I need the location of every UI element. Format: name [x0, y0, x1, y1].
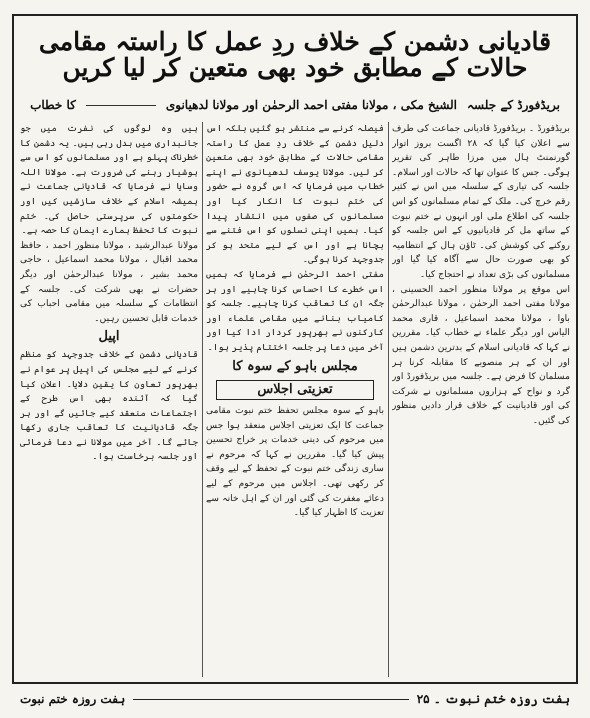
page-footer	[12, 688, 578, 710]
paragraph: اس موقع پر مولانا منظور احمد الحسینی ، مولانا مفتی احمد الرحمٰن ، مولانا عبدالرحمٰن باوا ، مولانا محمد اسماعیل ، قاری محمد الیاس اور دیگر علماء نے خطاب کیا۔ مقررین نے کہا کہ قادیانی اسلام کے بدترین دشمن ہیں اور ان کے ہر منصوبے کا مقابلہ کرنا ہر مسلمان کا فرض ہے۔ جلسہ میں بریڈفورڈ اور گرد و نواح کے ہزاروں مسلمانوں نے شرکت کی اور قادیانیت کے خلاف قرار دادیں منظور کی گئیں۔	[392, 283, 570, 426]
subheading: اپیل	[98, 329, 120, 345]
paragraph: قادیانی دشمن کے خلاف جدوجہد کو منظم کرنے کے لیے مجلس کی اپیل پر عوام نے بھرپور تعاون کا یقین دلایا۔ اعلان کیا گیا کہ آئندہ بھی اس طرح کے اجتماعات منعقد کیے جائیں گے اور ہر جگہ قادیانیت کا تعاقب جاری رکھا جائے گا۔ آخر میں مولانا نے دعا فرمائی اور جلسہ برخاست ہوا۔	[20, 349, 198, 463]
column-right	[392, 122, 570, 677]
byline	[28, 92, 562, 118]
footer-right: ہفت روزہ ختم نبوت ۔ ۲۵	[416, 692, 570, 706]
byline-part3: کا خطاب	[30, 98, 76, 112]
headline: قادیانی دشمن کے خلاف ردِ عمل کا راستہ مقامی حالات کے مطابق خود بھی متعین کر لیا کریں	[38, 26, 552, 82]
column-divider	[202, 122, 203, 677]
paragraph: ہیں وہ لوگوں کی نفرت میں جو جانبداری میں بدل رہی ہیں۔ یہ دشمن کا خطرناک پہلو ہے اور مسلمانوں کو اس سے ہوشیار رہنے کی ضرورت ہے۔ مولانا اللہ وسایا نے فرمایا کہ قادیانی جماعت نے ہمیشہ اسلام کے خلاف سازشیں کیں اور حکومتوں کی سرپرستی حاصل کی۔ ختم نبوت کا تحفظ ہمارے ایمان کا حصہ ہے۔	[20, 123, 198, 237]
boxed-subheading: تعزیتی اجلاس	[216, 380, 374, 401]
byline-part1: بریڈفورڈ کے جلسہ	[467, 98, 560, 112]
byline-part2: الشیخ مکی ، مولانا مفتی احمد الرحمٰن اور مولانا لدھیانوی	[165, 98, 458, 112]
paragraph: مولانا عبدالرشید ، مولانا منظور احمد ، حافظ محمد اقبال ، مولانا محمد اسماعیل ، حاجی محمد بشیر ، مولانا عبدالرحمٰن اور دیگر حضرات نے بھی شرکت کی۔ جلسہ کے انتظامات کے سلسلہ میں مقامی احباب کی خدمات قابل تحسین رہیں۔	[20, 239, 198, 324]
column-left	[20, 122, 198, 677]
footer-rule	[133, 699, 408, 700]
paragraph: بریڈفورڈ ۔ بریڈفورڈ قادیانی جماعت کی طرف سے اعلان کیا گیا کہ ۲۸ اگست بروز اتوار گورنمنٹ ہال میں مرزا طاہر کی تقریر ہوگی۔ جس کا عنوان تھا کہ حالات اور اسلام۔ جلسہ کی تیاری کے سلسلہ میں اس نے کثیر رقم خرچ کی۔ ملک کے تمام مسلمانوں کو اس جلسہ کی اطلاع ملی اور انہوں نے ختم نبوت کے ساتھ مل کر قادیانیوں کے اس جلسہ کو روکنے کی کوشش کی۔ ٹاؤن ہال کے انتظامیہ کو بھی صورت حال سے آگاہ کیا گیا اور مسلمانوں کی بڑی تعداد نے احتجاج کیا۔	[392, 123, 570, 280]
column-middle	[206, 122, 384, 677]
article-columns	[20, 122, 570, 677]
paragraph: فیصلہ کرنے سے منتشر ہو گئیں بلکہ اس دلیل دشمن کے خلاف ردِ عمل کا راستہ مقامی حالات کے مطابق خود بھی متعین کر لیں۔ مولانا یوسف لدھیانوی نے اپنے خطاب میں فرمایا کہ اس گروہ نے حضور کی ختم نبوت کا انکار کیا اور مسلمانوں کی صفوں میں انتشار پیدا کیا۔ ہمیں اپنی نسلوں کو اس فتنے سے بچانا ہے اور اس کے لیے متحد ہو کر جدوجہد کرنا ہوگی۔	[206, 123, 384, 266]
paragraph: باہو کے سوہ مجلس تحفظ ختم نبوت مقامی جماعت کا ایک تعزیتی اجلاس منعقد ہوا جس میں مرحوم کی دینی خدمات پر خراج تحسین پیش کیا گیا۔ مقررین نے کہا کہ مرحوم نے ساری زندگی ختم نبوت کے تحفظ کے لیے وقف کر رکھی تھی۔ اجلاس میں مرحوم کے لیے دعائے مغفرت کی گئی اور ان کے اہل خانہ سے تعزیت کا اظہار کیا گیا۔	[206, 405, 384, 519]
byline-separator	[86, 105, 156, 106]
paragraph: مفتی احمد الرحمٰن نے فرمایا کہ ہمیں اس خطرے کا احساس کرنا چاہیے اور ہر جگہ ان کا تعاقب کرنا چاہیے۔ جلسہ کو کامیاب بنانے میں مقامی علماء اور کارکنوں نے بھرپور کردار ادا کیا اور آخر میں دعا پر جلسہ اختتام پذیر ہوا۔	[206, 268, 384, 353]
subheading: مجلس باہو کے سوہ کا	[232, 358, 358, 374]
column-divider	[388, 122, 389, 677]
footer-left: ہفت روزہ ختم نبوت	[20, 692, 126, 706]
